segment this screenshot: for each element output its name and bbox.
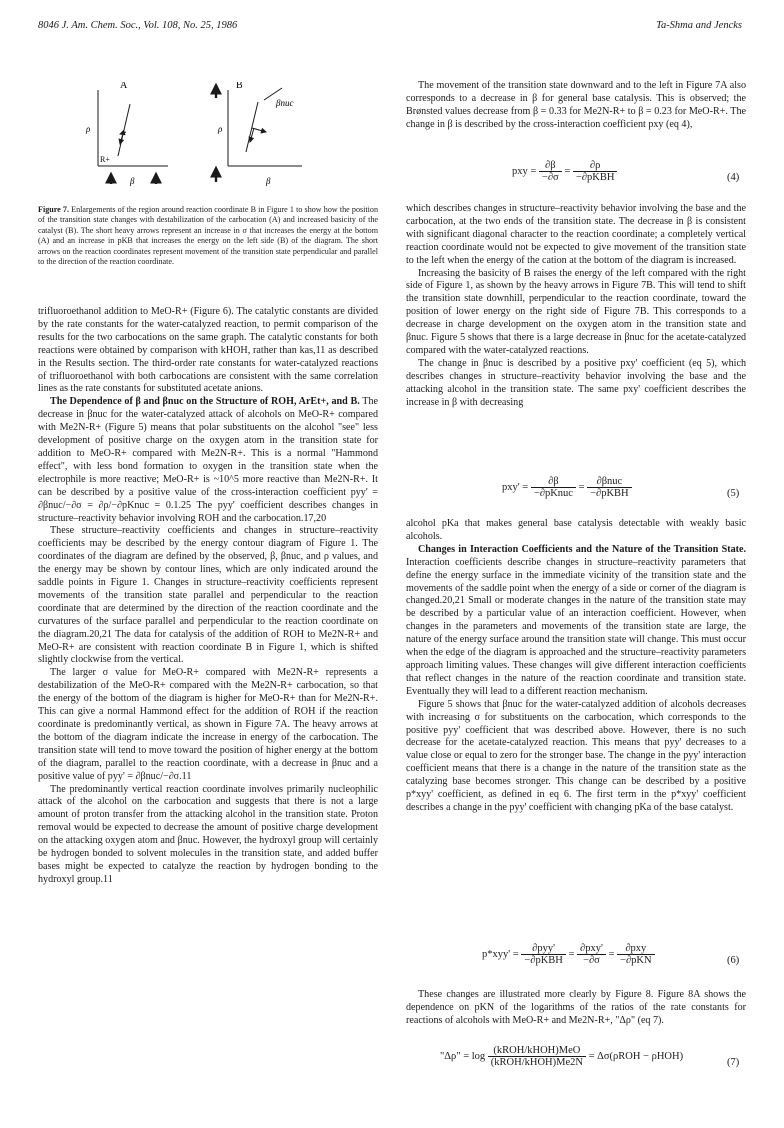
paragraph: The movement of the transition state downward and to the left in Figure 7A also corresponds to a decrease in β for general base catalysis. This is observed; the Brønsted values decrease from β = 0.33 for Me2N-R+ to β = 0.23 for MeO-R+. The change in β is described by the cross-interaction coefficient pxy (eq 4), (406, 80, 746, 130)
panel-b-reaction-coordinate (246, 102, 258, 152)
equation-5: pxy' = $\frac{\partial\beta}{\text{−∂pKnuc}}$ = $\frac{\text{∂βnuc}}{\text{−∂pKBH}}$ (502, 476, 632, 499)
right-column-lower (406, 518, 746, 815)
paragraph: alcohol pKa that makes general base catalysis detectable with weakly basic alcohols. (406, 518, 746, 542)
paragraph (38, 396, 378, 525)
equation-7: "Δρ" = log $\frac{\text{(kROH/kHOH)MeO}}{\text{(kROH/kHOH)Me2N}}$ = Δσ(ρROH − ρHOH) (440, 1045, 684, 1068)
section-heading: Changes in Interaction Coefficients and the Nature of the Transition State. (418, 543, 746, 555)
panel-b (216, 82, 302, 186)
equation-7-number: (7) (727, 1057, 740, 1068)
paragraph: These changes are illustrated more clearly by Figure 8. Figure 8A shows the dependence on pKN of the logarithms of the ratios of the rate constants for reactions of alcohols with MeO-R+ and Me2N-R+, "Δρ" (eq 7). (406, 989, 746, 1026)
panel-a-ts-arrow-down (120, 130, 124, 144)
panel-b-beta-label: β (266, 176, 271, 186)
panel-a-label: A (120, 82, 128, 91)
running-header-journal: 8046 J. Am. Chem. Soc., Vol. 108, No. 25, 1986 (38, 20, 238, 31)
section-heading: The Dependence of β and βnuc on the Structure of ROH, ArEt+, and B. (50, 396, 360, 408)
left-column (38, 306, 378, 887)
equation-4: pxy = $\frac{\partial\beta}{-\partial\sigma}$ = $\frac{\partial\rho}{\text{−∂pKBH}}$ (512, 160, 617, 183)
equation-5-number: (5) (727, 488, 740, 499)
paragraph: The larger σ value for MeO-R+ compared with Me2N-R+ represents a destabilization of the MeO-R+ compared with the Me2N-R+ carbocation, so that the energy of the bottom of the diagram is higher for MeO-R+ than for Me2N-R+. This can give a normal Hammond effect for the addition of ROH if the reaction coordinate is predominantly vertical, as shown in Figure 7A. The heavy arrows at the bottom of the diagram indicate the increase in energy of the carbocation. The transition state will tend to move toward the position of higher energy at the bottom of the diagram, parallel to the reaction coordinate, with a decrease in βnuc and a positive value of pyy' = ∂βnuc/−∂σ.11 (38, 667, 378, 782)
panel-b-rho-label: ρ (218, 124, 223, 134)
paragraph: The change in βnuc is described by a positive pxy' coefficient (eq 5), which describes changes in structure–reactivity behavior involving the base and the attacking alcohol in the transition state. The same pxy' coefficient describes the increase in β with decreasing (406, 357, 746, 408)
paragraph-text: Interaction coefficients describe changes in structure–reactivity parameters that define the energy surface in the immediate vicinity of the transition state and the movements of the saddle point when the energy of a side or corner of the diagram is changed.20,21 Small or moderate changes in the nature of the transition state may be described by a particular value of an interaction coefficient. However, when changes in the parameters and movements of the transition state are large, the nature of the energy surface around the transition state will change. This must occur when the edge of the diagram is approached and the structure–reactivity parameters approach limiting values. These changes will give different interaction coefficients that reflect changes in the nature of the reaction coordinate and transition state. Eventually they will lead to a different reaction mechanism. (406, 556, 746, 697)
paragraph: which describes changes in structure–reactivity behavior involving the base and the carbocation, at the two ends of the transition state. The decrease in β is consistent with significant diagonal character to the reaction coordinate; a completely vertical reaction coordinate would not be expected to give movement of the transition state to the left when the energy of the cation at the bottom of the diagram is increased. (406, 203, 746, 266)
running-header-authors: Ta-Shma and Jencks (656, 20, 742, 31)
paragraph (406, 544, 746, 699)
panel-b-ts-arrow-down (250, 128, 254, 142)
panel-a-rho-label: ρ (86, 124, 91, 134)
paragraph: The predominantly vertical reaction coordinate involves primarily nucleophilic attack of the alcohol on the carbocation and suggests that there is not a large amount of proton transfer from the attacking alcohol in the transition state. Proton removal would be expected to decrease the amount of positive charge development on the attacking oxygen atom and βnuc. However, the hydroxyl group will certainly be hydrogen bonded to solvent molecules in the transition state, and added buffer bases might be expected to catalyze the reaction by hydrogen bonding to the hydroxyl group.11 (38, 783, 378, 885)
right-column-top (406, 80, 746, 132)
figure-7-diagram (80, 82, 320, 190)
equation-6: p*xyy' = $\frac{\text{∂pyy'}}{\text{−∂pKBH}}$ = $\frac{\text{∂pxy'}}{-\partial\sigma}$ = $\frac{\text{∂pxy}}{\text{−∂pKN}}$ (482, 943, 655, 966)
figure-7-caption-text: Enlargements of the region around reaction coordinate B in Figure 1 to show how the position of the transition state changes with destabilization of the carbocation (A) and increased basicity of the catalyst (B). The short heavy arrows represent an increase in σ that increases the energy at the bottom (A) and an increase in pKB that increases the energy on the left side (B) of the diagram. The short arrows on the reaction coordinates represent movement of the transition state perpendicular and parallel to the direction of the reaction coordinate. (38, 205, 379, 267)
equation-4-number: (4) (727, 172, 740, 183)
figure-7-caption-label: Figure 7. (38, 205, 70, 214)
paragraph: trifluoroethanol addition to MeO-R+ (Figure 6). The catalytic constants are divided by the rate constants for the water-catalyzed reaction, to permit comparison of the results for the two carbocations on the same graph. The catalytic constants for both reactions were obtained by comparison with kHOH, rather than kas,11 as described in the Results section. The third-order rate constants for water-catalyzed reactions of trifluoroethanol with both carbocations are consistent with the same correlation lines as the rate constants for substituted acetate anions. (38, 306, 378, 395)
paragraph: Increasing the basicity of B raises the energy of the left compared with the right side of Figure 1, as shown by the heavy arrows in Figure 7B. This will tend to shift the transition state downhill, perpendicular to the reaction coordinate, toward the position of lower energy on the right side of Figure 7B. This corresponds to a decrease in charge development on the oxygen atom in the transition state and βnuc. Figure 5 shows that there is a large decrease in βnuc for the acetate-catalyzed compared with the water-catalyzed reactions. (406, 267, 746, 356)
paragraph-text: The decrease in βnuc for the water-catalyzed attack of alcohols on MeO-R+ compared with Me2N-R+ (Figure 5) means that polar substituents on the alcohol "see" less development of positive charge on the oxygen atom in the transition state for addition to MeO-R+ compared with Me2N-R+. This is a normal "Hammond effect", with less bond formation to oxygen in the transition state when the electrophile is more reactive; MeO-R+ is ~10^5 more reactive than Me2N-R+. It can be described by a positive value of the cross-interaction coefficient pyy' = ∂βnuc/−∂σ = ∂ρ/−∂pKnuc = 0.1.25 The pyy' coefficient describes changes in structure–reactivity behavior involving ROH and the carbocation.17,20 (38, 396, 378, 524)
panel-b-beta-nuc-label: βnuc (276, 98, 294, 108)
right-column-bottom (406, 989, 746, 1028)
panel-a (85, 82, 168, 186)
paragraph: Figure 5 shows that βnuc for the water-catalyzed addition of alcohols decreases with increasing σ for substituents on the carbocation, which corresponds to the positive pyy' coefficient that was described above. However, there is no such decrease for the acetate-catalyzed reaction. This means that pyy' decreases to a value close or equal to zero for the stronger base. The change in the pyy' interaction coefficient means that there is a change in the nature of the transition state as the catalyzing base becomes stronger. This change can be described by a positive p*xyy' coefficient, as defined in eq 6. The first term in the p*xyy' coefficient describes a change in the pyy' coefficient with changing pKa of the base catalyst. (406, 698, 746, 813)
panel-b-label: B (236, 82, 243, 91)
paragraph: These structure–reactivity coefficients and changes in structure–reactivity coefficients may be described by the energy contour diagram of Figure 1. The coordinates of the diagram are defined by the observed, β, βnuc, and ρ values, and the energy may be shown by contour lines, which are only indicated around the saddle points in Figure 1. Changes in structure–reactivity coefficients represent movements of the transition state parallel and perpendicular to the reaction coordinate that are determined by the direction of the reaction coordinate and the curvatures of the surface parallel and perpendicular to the reaction coordinate on the diagram.20,21 The data for catalysis of the addition of ROH to Me2N-R+ and MeO-R+ are consistent with reaction coordinate B in Figure 1, which is shifted slightly clockwise from the vertical. (38, 525, 378, 666)
panel-a-beta-label: β (130, 176, 135, 186)
right-column-middle (406, 203, 746, 410)
figure-7-caption (38, 205, 378, 267)
equation-6-number: (6) (727, 955, 740, 966)
panel-a-rplus-label: R+ (100, 155, 110, 164)
